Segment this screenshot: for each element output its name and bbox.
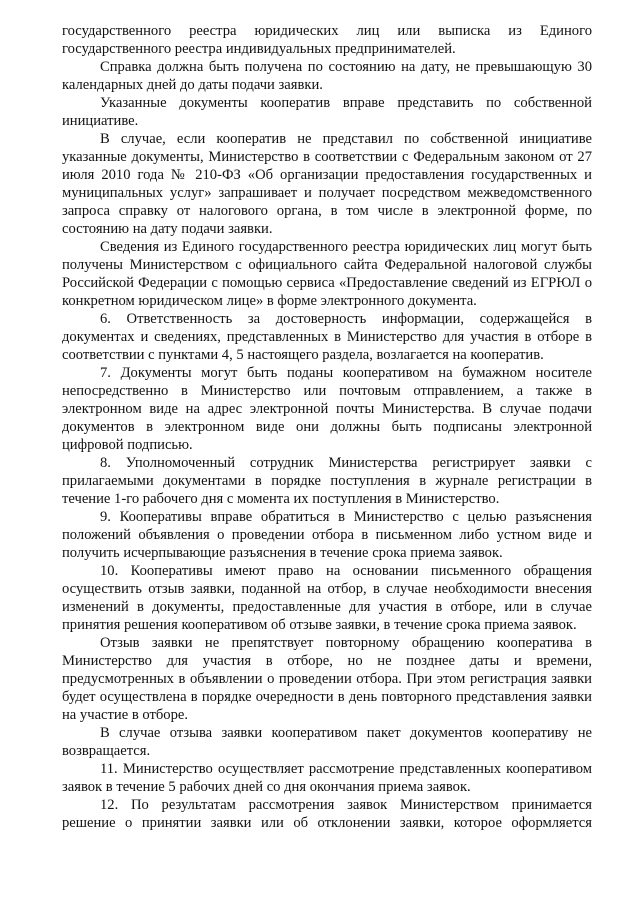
paragraph-own-initiative: Указанные документы кооператив вправе представить по собственной инициативе. (62, 95, 592, 129)
paragraph-egrip-extract: государственного реестра юридических лиц или выписка из Единого государственного реестра индивидуальных предпринимателей. (62, 23, 592, 57)
paragraph-interagency-request: В случае, если кооператив не представил по собственной инициативе указанные документы, Министерство в соответствии с Федеральным законом от 27 июля 2010 года № 210-ФЗ «Об организации предоставления государственных и муниципальных услуг» запрашивает и получает посредством межведомственного запроса справку от налогового органа, в том числе в электронной форме, по состоянию на дату подачи заявки. (62, 131, 592, 237)
paragraph-item-11: 11. Министерство осуществляет рассмотрение представленных кооперативом заявок в течение 5 рабочих дней со дня окончания приема заявок. (62, 761, 592, 795)
paragraph-item-8: 8. Уполномоченный сотрудник Министерства регистрирует заявки с прилагаемыми документами в порядке поступления в журнале регистрации в течение 1-го рабочего дня с момента их поступления в Министерство. (62, 455, 592, 507)
paragraph-item-12: 12. По результатам рассмотрения заявок Министерством принимается решение о принятии заявки или об отклонении заявки, которое оформляется (62, 797, 592, 831)
paragraph-withdrawal: Отзыв заявки не препятствует повторному обращению кооператива в Министерство для участия в отборе, но не позднее даты и времени, предусмотренных в объявлении о проведении отбора. При этом регистрация заявки будет осуществлена в порядке очередности в день повторного представления заявки на участие в отборе. (62, 635, 592, 723)
paragraph-egrul-info: Сведения из Единого государственного реестра юридических лиц могут быть получены Министерством с официального сайта Федеральной налоговой службы Российской Федерации с помощью сервиса «Предоставление сведений из ЕГРЮЛ о конкретном юридическом лице» в форме электронного документа. (62, 239, 592, 309)
paragraph-not-returned: В случае отзыва заявки кооперативом пакет документов кооперативу не возвращается. (62, 725, 592, 759)
paragraph-item-9: 9. Кооперативы вправе обратиться в Министерство с целью разъяснения положений объявления о проведении отбора в письменном либо устном виде и получить исчерпывающие разъяснения в течение срока приема заявок. (62, 509, 592, 561)
paragraph-item-7: 7. Документы могут быть поданы кооперативом на бумажном носителе непосредственно в Министерство или почтовым отправлением, а также в электронном виде на адрес электронной почты Министерства. В случае подачи документов в электронном виде они должны быть подписаны электронной цифровой подписью. (62, 365, 592, 453)
paragraph-item-6: 6. Ответственность за достоверность информации, содержащейся в документах и сведениях, представленных в Министерство для участия в отборе в соответствии с пунктами 4, 5 настоящего раздела, возлагается на кооператив. (62, 311, 592, 363)
paragraph-item-10: 10. Кооперативы имеют право на основании письменного обращения осуществить отзыв заявки, поданной на отбор, в случае необходимости внесения изменений в документы, предоставленные для участия в отборе, или в случае принятия решения кооперативом об отзыве заявки, в течение срока приема заявок. (62, 563, 592, 633)
paragraph-certificate-date: Справка должна быть получена по состоянию на дату, не превышающую 30 календарных дней до даты подачи заявки. (62, 59, 592, 93)
document-body (62, 22, 592, 832)
